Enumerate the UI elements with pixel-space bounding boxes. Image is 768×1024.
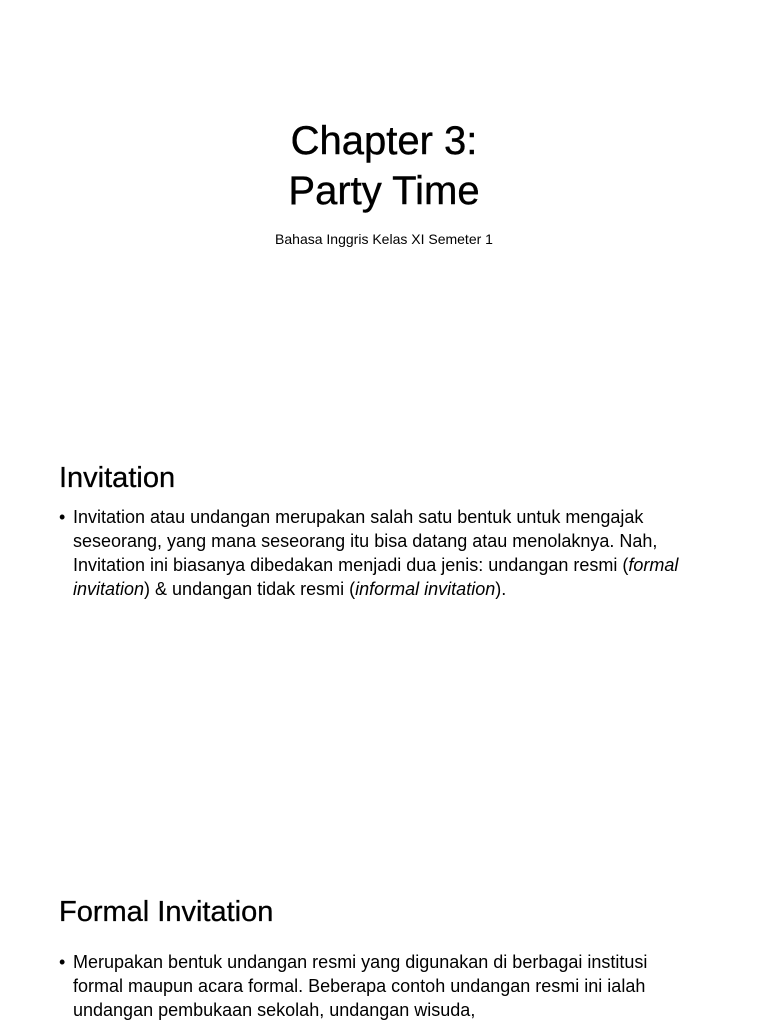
invitation-text-italic1: formal invitation (73, 555, 679, 599)
invitation-slide (0, 432, 768, 864)
formal-invitation-heading: Formal Invitation (59, 896, 274, 928)
formal-invitation-text: Merupakan bentuk undangan resmi yang digunakan di berbagai institusi formal maupun acara formal. Beberapa contoh undangan resmi ini ialah undangan pembukaan sekolah, undangan wisuda, (73, 952, 648, 1020)
invitation-text-part1: Invitation atau undangan merupakan salah satu bentuk untuk mengajak seseorang, yang mana seseorang itu bisa datang atau menolaknya. Nah, Invitation ini biasanya dibedakan menjadi dua jenis: undangan resmi ( (73, 507, 658, 575)
invitation-text-italic2: informal invitation (355, 579, 496, 599)
chapter-subtitle: Bahasa Inggris Kelas XI Semeter 1 (275, 231, 493, 247)
invitation-text-part2: ) & undangan tidak resmi ( (144, 579, 356, 599)
formal-bullet-item (59, 950, 699, 1022)
chapter-title (0, 116, 768, 216)
formal-bullet-list (59, 950, 699, 1022)
title-slide (0, 0, 768, 432)
invitation-bullet-list (59, 505, 699, 601)
invitation-text-part3: ). (495, 579, 507, 599)
invitation-bullet-item (59, 505, 699, 601)
chapter-title-line2: Party Time (288, 169, 480, 213)
bullet-mark: • (59, 952, 66, 972)
invitation-heading: Invitation (59, 462, 176, 494)
formal-invitation-slide (0, 864, 768, 1024)
chapter-title-line1: Chapter 3: (290, 119, 478, 163)
bullet-mark: • (59, 507, 66, 527)
